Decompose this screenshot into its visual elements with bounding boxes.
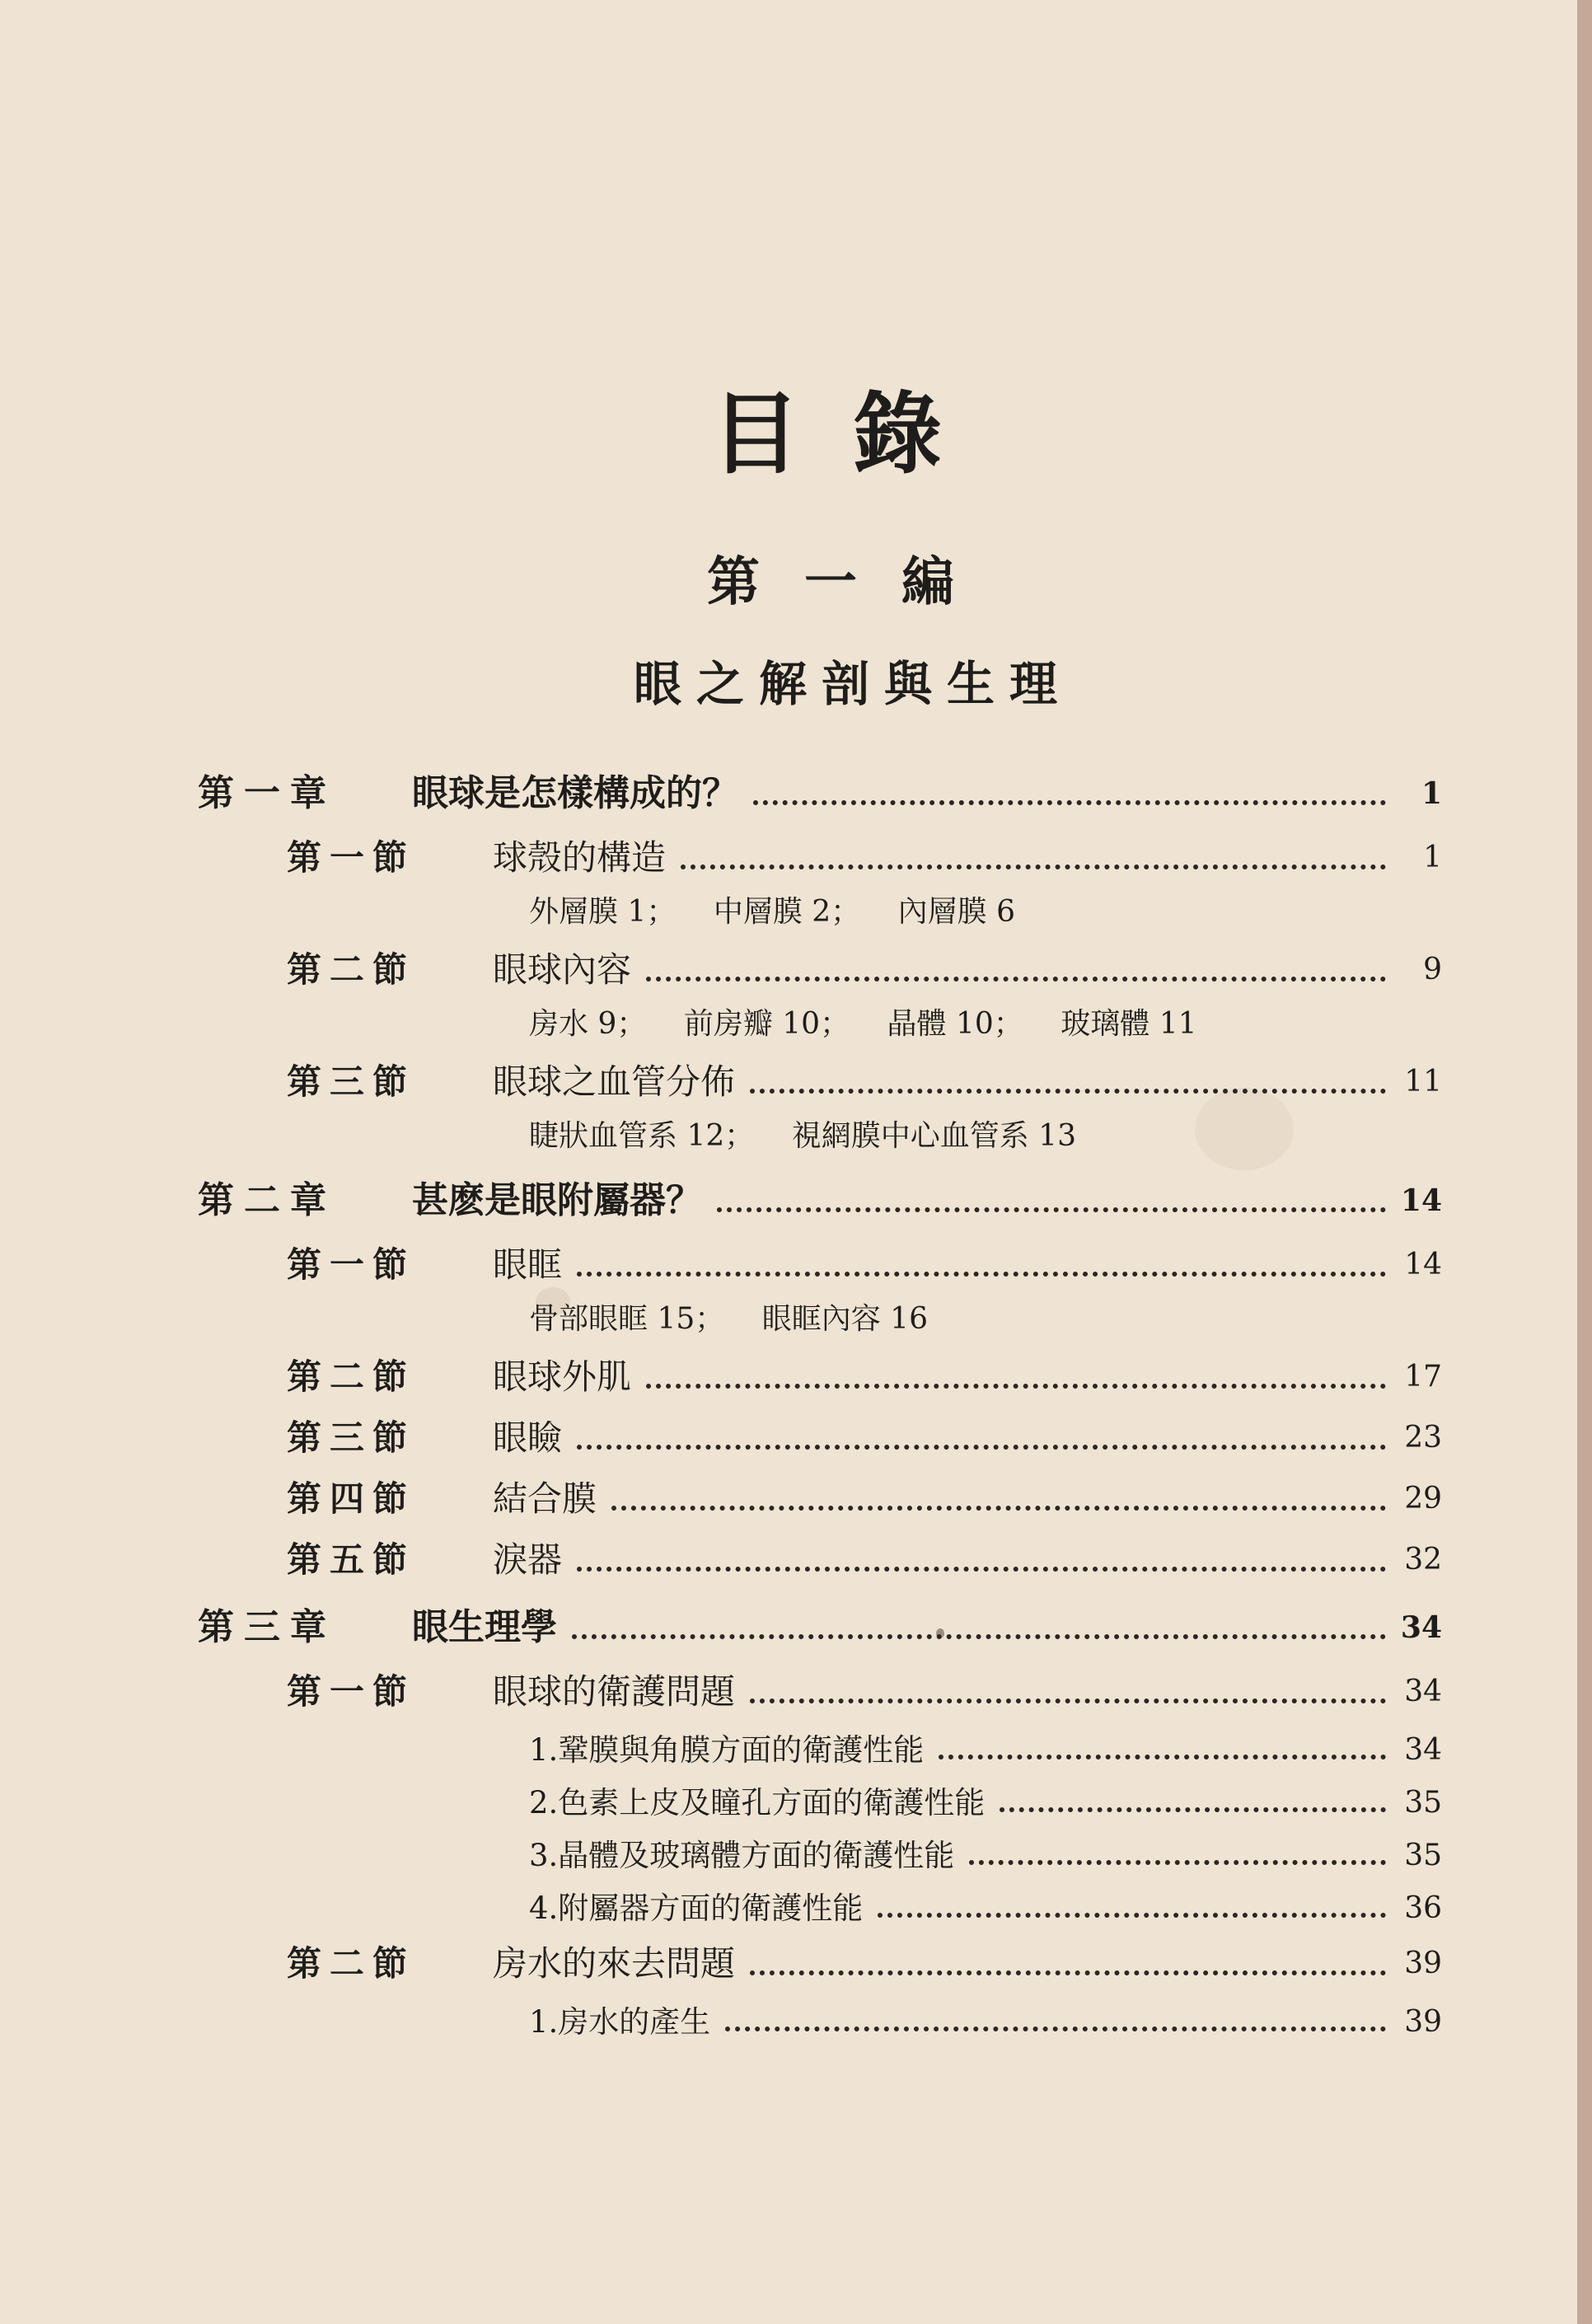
section-entry [198, 1242, 1442, 1288]
subsection-entry [198, 2002, 1442, 2043]
subsection-title: 4.附屬器方面的衛護性能 [529, 1891, 864, 1926]
subsection-entry [198, 1783, 1442, 1824]
chapter-title: 眼球是怎樣構成的？ [412, 772, 738, 814]
detail-item: 眼眶內容 16 [761, 1302, 928, 1336]
subsection-title: 2.色素上皮及瞳孔方面的衛護性能 [529, 1785, 986, 1820]
dot-leader [753, 800, 1386, 805]
section-label: 第四節 [287, 1478, 416, 1519]
section-title: 房水的來去問題 [493, 1943, 736, 1984]
section-entry [198, 1059, 1442, 1105]
dot-leader [577, 1445, 1386, 1450]
dot-leader [725, 2026, 1386, 2031]
section-label: 第一節 [287, 837, 416, 878]
page-number: 34 [1404, 1733, 1442, 1767]
dot-leader [717, 1207, 1386, 1212]
page-number: 17 [1404, 1360, 1442, 1394]
page-title: 目錄 [710, 382, 995, 486]
dot-leader [577, 1272, 1386, 1277]
section-entry [198, 1941, 1442, 1987]
page-number: 29 [1404, 1482, 1442, 1516]
dot-leader [646, 1384, 1386, 1389]
section-label: 第二節 [287, 949, 416, 990]
dot-leader [878, 1913, 1386, 1918]
detail-item: 中層膜 2； [713, 895, 861, 929]
page-number: 14 [1404, 1248, 1442, 1281]
chapter-entry [198, 771, 1442, 817]
page-number: 14 [1400, 1183, 1442, 1218]
section-entry [198, 1669, 1442, 1715]
subsection-entry [198, 1888, 1442, 1929]
dot-leader [611, 1506, 1386, 1511]
section-title: 眼球內容 [493, 949, 632, 990]
dot-leader [750, 1698, 1386, 1703]
page-number: 39 [1404, 2005, 1442, 2039]
subsection-title: 1.鞏膜與角膜方面的衛護性能 [529, 1732, 925, 1768]
part-heading: 第一編 [707, 551, 999, 613]
page-number: 34 [1404, 1675, 1442, 1708]
dot-leader [646, 977, 1386, 982]
section-label: 第一節 [287, 1671, 416, 1712]
detail-item: 前房瓣 10； [683, 1007, 850, 1041]
section-title: 眼球外肌 [493, 1356, 632, 1397]
page-number: 35 [1404, 1786, 1442, 1820]
table-of-contents [198, 363, 1442, 2055]
section-label: 第三節 [287, 1417, 416, 1458]
section-label: 第二節 [287, 1943, 416, 1984]
section-entry [198, 947, 1442, 993]
detail-item: 骨部眼眶 15； [529, 1302, 725, 1336]
page-number: 34 [1400, 1610, 1442, 1645]
chapter-label: 第三章 [198, 1606, 336, 1648]
page-number: 9 [1423, 953, 1442, 986]
section-details [198, 893, 1442, 932]
page-number: 32 [1404, 1543, 1442, 1577]
page-number: 35 [1404, 1839, 1442, 1872]
dot-leader [681, 864, 1386, 869]
section-entry [198, 835, 1442, 881]
section-details [198, 1300, 1442, 1339]
section-entry [198, 1476, 1442, 1522]
page-number: 11 [1404, 1065, 1442, 1099]
chapter-label: 第二章 [198, 1179, 336, 1221]
detail-item: 視網膜中心血管系 13 [791, 1119, 1076, 1153]
section-label: 第二節 [287, 1356, 416, 1397]
page-number: 36 [1404, 1891, 1442, 1925]
detail-item: 房水 9； [529, 1007, 647, 1041]
page-number: 39 [1404, 1947, 1442, 1980]
page-number: 23 [1404, 1421, 1442, 1455]
section-title: 眼瞼 [493, 1417, 563, 1458]
subsection-title: 1.房水的產生 [529, 2004, 711, 2040]
dot-leader [750, 1970, 1386, 1975]
dot-leader [969, 1860, 1386, 1865]
section-label: 第一節 [287, 1244, 416, 1285]
part-subtitle: 眼之解剖與生理 [633, 656, 1072, 712]
section-title: 眼球的衛護問題 [493, 1671, 736, 1712]
detail-item: 外層膜 1； [529, 895, 677, 929]
detail-item: 睫狀血管系 12； [529, 1119, 755, 1153]
detail-item: 晶體 10； [887, 1007, 1023, 1041]
section-entry [198, 1354, 1442, 1400]
subsection-title: 3.晶體及玻璃體方面的衛護性能 [529, 1838, 955, 1873]
chapter-title: 眼生理學 [412, 1606, 557, 1648]
page-number: 1 [1421, 776, 1442, 811]
section-label: 第五節 [287, 1539, 416, 1580]
dot-leader [577, 1567, 1386, 1572]
section-entry [198, 1415, 1442, 1461]
section-entry [198, 1537, 1442, 1583]
detail-item: 玻璃體 11 [1061, 1007, 1197, 1041]
section-details [198, 1117, 1442, 1156]
chapter-label: 第一章 [198, 772, 336, 814]
section-title: 結合膜 [493, 1478, 597, 1519]
section-title: 淚器 [493, 1539, 563, 1580]
chapter-entry [198, 1605, 1442, 1651]
dot-leader [939, 1755, 1386, 1759]
section-title: 眼球之血管分佈 [493, 1061, 736, 1102]
chapter-entry [198, 1178, 1442, 1224]
dot-leader [1000, 1807, 1386, 1812]
subsection-entry [198, 1730, 1442, 1771]
section-details [198, 1005, 1442, 1044]
section-title: 球殼的構造 [493, 837, 667, 878]
page-number: 1 [1423, 841, 1442, 874]
chapter-title: 甚麽是眼附屬器？ [412, 1179, 702, 1221]
dot-leader [572, 1634, 1386, 1639]
section-label: 第三節 [287, 1061, 416, 1102]
subsection-entry [198, 1835, 1442, 1877]
dot-leader [750, 1089, 1386, 1094]
section-title: 眼眶 [493, 1244, 563, 1285]
detail-item: 內層膜 6 [897, 895, 1015, 929]
